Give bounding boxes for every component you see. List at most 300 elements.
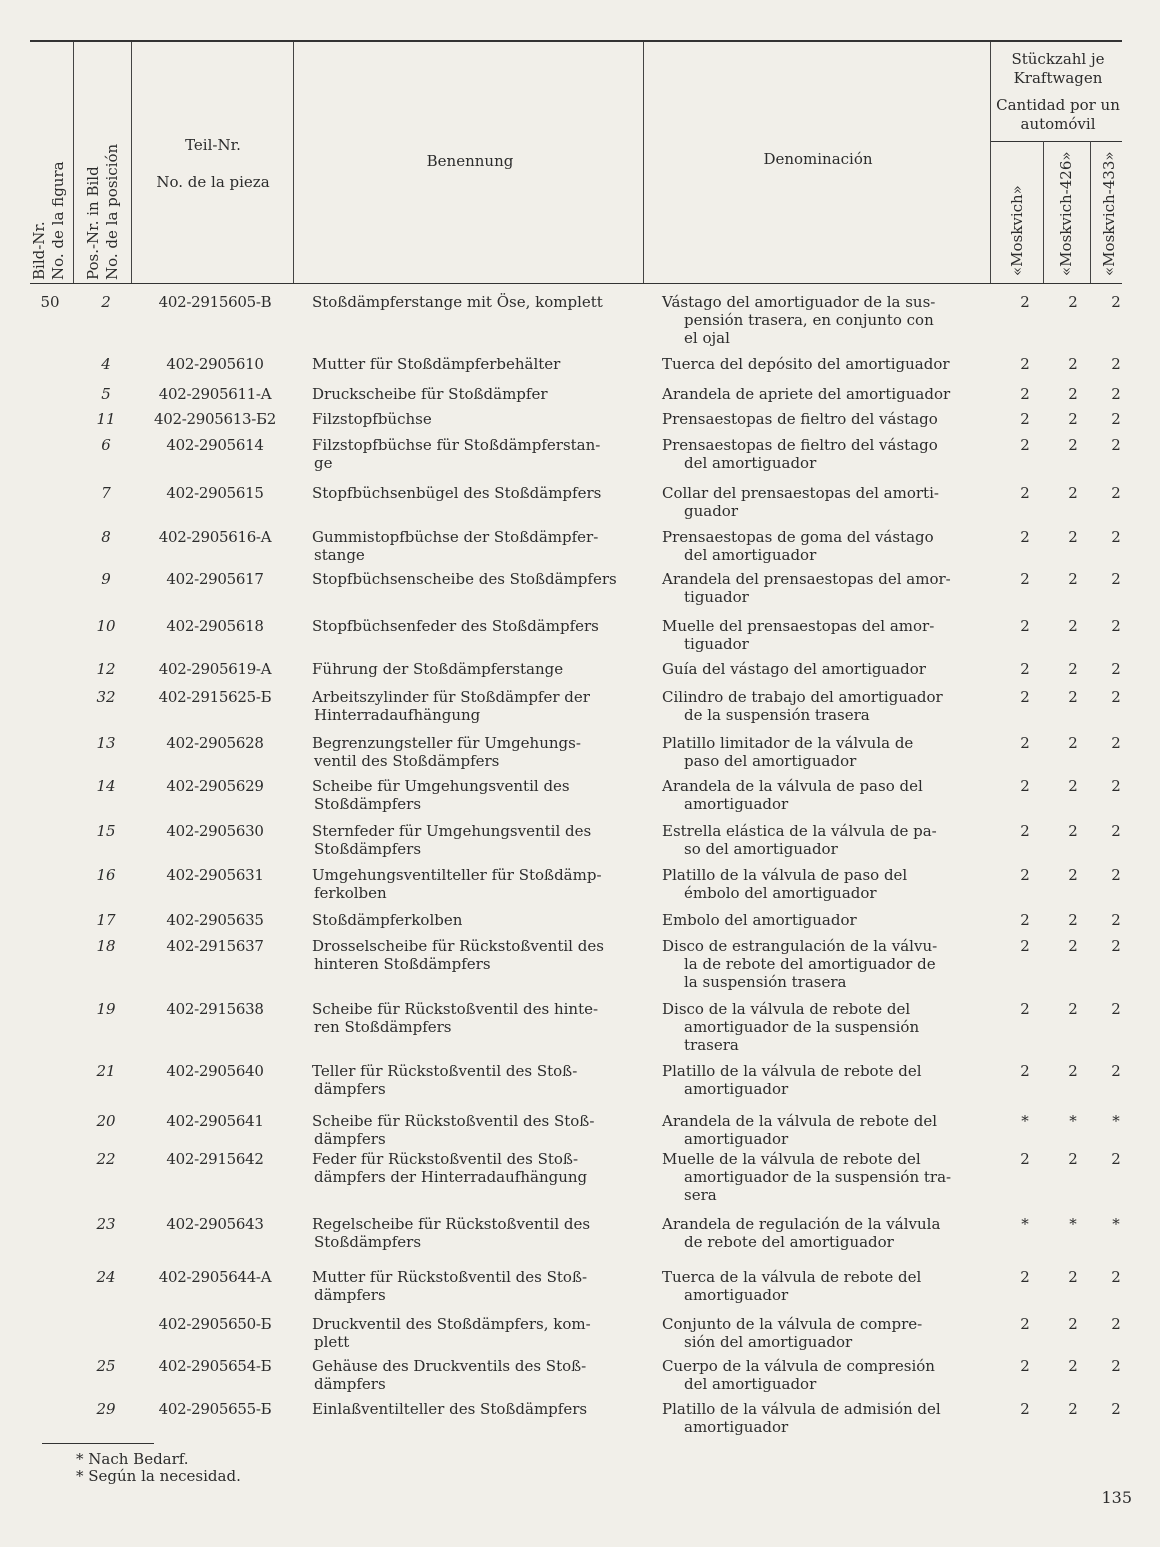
qty-moskvich-cell: 2 [1020,410,1030,428]
pos-no-cell: 12 [96,660,116,678]
name-de-cell [312,436,630,472]
part-no-cell: 402-2915605-B [158,293,272,311]
qty-moskvich-cell: 2 [1020,777,1030,795]
name-es-cell [662,410,980,428]
col-divider [131,42,132,283]
qty-moskvich-cell: 2 [1020,688,1030,706]
name-es-cell [662,1215,980,1251]
name-de-cell [312,293,630,311]
qty-moskvich-433-cell: 2 [1111,436,1121,454]
header-name-de: Benennung [426,152,514,170]
name-es-line: Platillo de la válvula de rebote del [662,1062,922,1080]
qty-moskvich-cell: 2 [1020,355,1030,373]
qty-moskvich-426-cell: * [1069,1112,1077,1130]
qty-moskvich-426-cell: 2 [1068,1150,1078,1168]
qty-moskvich-433-cell: 2 [1111,355,1121,373]
footnote-es: * Según la necesidad. [76,1467,241,1485]
name-de-line: Mutter für Rückstoßventil des Stoß- [312,1268,588,1286]
name-de-line: Filzstopfbüchse [312,410,432,428]
name-de-line: Führung der Stoßdämpferstange [312,660,564,678]
name-es-line: Prensaestopas de goma del vástago [662,528,934,546]
part-no-cell: 402-2905618 [166,617,264,635]
qty-moskvich-433-cell: 2 [1111,1150,1121,1168]
name-de-cell [312,528,630,564]
part-no-cell: 402-2905635 [166,911,264,929]
qty-moskvich-426-cell: 2 [1068,1400,1078,1418]
part-no-cell: 402-2905631 [166,866,264,884]
name-de-cell [312,484,630,502]
name-es-line: so del amortiguador [684,840,838,858]
name-de-line: dämpfers [314,1375,386,1393]
pos-no-cell: 9 [101,570,111,588]
name-es-line: Arandela de la válvula de rebote del [662,1112,938,1130]
name-es-line: Estrella elástica de la válvula de pa- [662,822,937,840]
pos-no-cell: 8 [101,528,111,546]
name-de-cell [312,1062,630,1098]
part-no-cell: 402-2905610 [166,355,264,373]
pos-no-cell: 4 [101,355,111,373]
pos-no-cell: 19 [96,1000,116,1018]
name-es-cell [662,385,980,403]
name-es-cell [662,617,980,653]
name-de-line: Stoßdämpferstange mit Öse, komplett [312,293,603,311]
qty-moskvich-cell: 2 [1020,866,1030,884]
qty-moskvich-426-cell: 2 [1068,293,1078,311]
name-es-line: tiguador [684,635,749,653]
name-de-cell [312,1357,630,1393]
qty-moskvich-cell: 2 [1020,1268,1030,1286]
name-es-line: sera [684,1186,717,1204]
name-es-cell [662,660,980,678]
qty-moskvich-433-cell: 2 [1111,1400,1121,1418]
pos-no-cell: 11 [96,410,116,428]
name-de-line: dämpfers [314,1080,386,1098]
qty-moskvich-426-cell: 2 [1068,688,1078,706]
pos-no-cell: 22 [96,1150,116,1168]
qty-moskvich-433-cell: 2 [1111,293,1121,311]
name-es-line: la de rebote del amortiguador de [684,955,936,973]
pos-no-cell: 21 [96,1062,116,1080]
name-es-line: sión del amortiguador [684,1333,853,1351]
col-divider [293,42,294,283]
qty-moskvich-cell: 2 [1020,734,1030,752]
name-de-cell [312,660,630,678]
name-de-line: stange [314,546,365,564]
name-es-line: paso del amortiguador [684,752,857,770]
pos-no-cell: 14 [96,777,116,795]
page-number: 135 [1101,1488,1132,1507]
qty-moskvich-433-cell: 2 [1111,1062,1121,1080]
qty-moskvich-cell: 2 [1020,484,1030,502]
name-de-line: Einlaßventilteller des Stoßdämpfers [312,1400,588,1418]
name-de-cell [312,866,630,902]
pos-no-cell: 15 [96,822,116,840]
name-de-cell [312,911,630,929]
qty-moskvich-cell: 2 [1020,385,1030,403]
pos-no-cell: 16 [96,866,116,884]
part-no-cell: 402-2905644-A [158,1268,272,1286]
name-es-line: de rebote del amortiguador [684,1233,894,1251]
part-no-cell: 402-2905629 [166,777,264,795]
part-no-cell: 402-2905630 [166,822,264,840]
header-qty-es: Cantidad por un automóvil [996,96,1120,133]
qty-moskvich-cell: 2 [1020,570,1030,588]
qty-moskvich-426-cell: 2 [1068,1062,1078,1080]
name-de-cell [312,385,630,403]
qty-moskvich-433-cell: 2 [1111,937,1121,955]
qty-moskvich-433-cell: 2 [1111,617,1121,635]
name-es-cell [662,1315,980,1351]
name-es-line: émbolo del amortiguador [684,884,877,902]
name-de-cell [312,1150,630,1186]
name-es-line: Tuerca de la válvula de rebote del [662,1268,922,1286]
name-de-line: Gummistopfbüchse der Stoßdämpfer- [312,528,599,546]
qty-moskvich-426-cell: 2 [1068,660,1078,678]
name-es-line: amortiguador [684,795,789,813]
qty-moskvich-426-cell: 2 [1068,484,1078,502]
footnote-rule [42,1443,154,1444]
name-es-line: Arandela de apriete del amortiguador [662,385,951,403]
name-es-line: de la suspensión trasera [684,706,870,724]
qty-moskvich-433-cell: 2 [1111,911,1121,929]
qty-moskvich-433-cell: 2 [1111,777,1121,795]
part-no-cell: 402-2905641 [166,1112,264,1130]
qty-moskvich-433-cell: * [1112,1215,1120,1233]
name-de-cell [312,1400,630,1418]
name-es-cell [662,1357,980,1393]
col-divider [73,42,74,283]
name-es-cell [662,688,980,724]
name-es-line: amortiguador [684,1418,789,1436]
name-es-line: del amortiguador [684,454,817,472]
part-no-cell: 402-2915642 [166,1150,264,1168]
name-de-line: ventil des Stoßdämpfers [314,752,500,770]
name-es-line: Muelle del prensaestopas del amor- [662,617,935,635]
name-de-line: Mutter für Stoßdämpferbehälter [312,355,561,373]
name-de-cell [312,570,630,588]
name-de-cell [312,1215,630,1251]
qty-moskvich-cell: 2 [1020,436,1030,454]
pos-no-cell: 10 [96,617,116,635]
part-no-cell: 402-2915637 [166,937,264,955]
qty-moskvich-cell: 2 [1020,1062,1030,1080]
name-es-line: Conjunto de la válvula de compre- [662,1315,923,1333]
pos-no-cell: 13 [96,734,116,752]
name-de-cell [312,410,630,428]
name-es-cell [662,911,980,929]
name-es-cell [662,1268,980,1304]
name-de-line: Stoßdämpfers [314,840,422,858]
name-es-cell [662,1150,980,1204]
name-de-line: Stoßdämpferkolben [312,911,463,929]
name-es-cell [662,1400,980,1436]
qty-moskvich-cell: 2 [1020,1357,1030,1375]
name-de-cell [312,617,630,635]
pos-no-cell: 18 [96,937,116,955]
qty-header-divider [990,141,1122,142]
part-no-cell: 402-2905616-A [158,528,272,546]
qty-moskvich-433-cell: 2 [1111,570,1121,588]
name-es-line: amortiguador [684,1130,789,1148]
name-de-line: hinteren Stoßdämpfers [314,955,491,973]
name-es-line: Guía del vástago del amortiguador [662,660,926,678]
qty-moskvich-426-cell: 2 [1068,866,1078,884]
header-pos-no-es: No. de la posición [103,143,121,280]
qty-moskvich-426-cell: 2 [1068,911,1078,929]
qty-moskvich-433-cell: 2 [1111,1357,1121,1375]
pos-no-cell: 6 [101,436,111,454]
header-name-es: Denominación [763,150,873,168]
part-no-cell: 402-2915625-Б [158,688,272,706]
pos-no-cell: 20 [96,1112,116,1130]
col-divider [1090,141,1091,283]
qty-moskvich-426-cell: 2 [1068,1357,1078,1375]
part-no-cell: 402-2915638 [166,1000,264,1018]
header-part-no-es: No. de la pieza [156,173,270,191]
qty-moskvich-cell: * [1021,1215,1029,1233]
name-es-line: Tuerca del depósito del amortiguador [662,355,950,373]
name-es-line: amortiguador de la suspensión tra- [684,1168,952,1186]
name-de-cell [312,1268,630,1304]
name-es-cell [662,293,980,347]
name-de-line: Drosselscheibe für Rückstoßventil des [312,937,604,955]
col-divider [990,42,991,283]
header-fig-no-de: Bild-Nr. [30,221,48,280]
pos-no-cell: 29 [96,1400,116,1418]
name-de-cell [312,1315,630,1351]
name-es-line: Prensaestopas de fieltro del vástago [662,436,938,454]
part-no-cell: 402-2905615 [166,484,264,502]
qty-moskvich-426-cell: 2 [1068,937,1078,955]
name-de-line: Scheibe für Rückstoßventil des hinte- [312,1000,599,1018]
pos-no-cell: 17 [96,911,116,929]
qty-moskvich-426-cell: 2 [1068,822,1078,840]
fig-no-cell: 50 [40,293,60,311]
header-bottom-rule [30,283,1122,284]
name-es-line: tiguador [684,588,749,606]
pos-no-cell: 5 [101,385,111,403]
part-no-cell: 402-2905628 [166,734,264,752]
name-de-line: Regelscheibe für Rückstoßventil des [312,1215,591,1233]
qty-moskvich-433-cell: * [1112,1112,1120,1130]
qty-moskvich-426-cell: 2 [1068,355,1078,373]
name-de-line: Stoßdämpfers [314,795,422,813]
header-model-1: «Moskvich» [1008,185,1026,276]
name-de-line: Druckscheibe für Stoßdämpfer [312,385,548,403]
name-de-line: Arbeitszylinder für Stoßdämpfer der [312,688,590,706]
header-fig-no-es: No. de la figura [49,161,67,280]
part-no-cell: 402-2905643 [166,1215,264,1233]
qty-moskvich-cell: 2 [1020,1400,1030,1418]
name-es-line: Disco de estrangulación de la válvu- [662,937,938,955]
name-de-line: Scheibe für Rückstoßventil des Stoß- [312,1112,595,1130]
name-es-cell [662,1000,980,1054]
qty-moskvich-426-cell: 2 [1068,617,1078,635]
qty-moskvich-433-cell: 2 [1111,688,1121,706]
name-es-line: del amortiguador [684,546,817,564]
qty-moskvich-433-cell: 2 [1111,1000,1121,1018]
name-de-line: Hinterradaufhängung [314,706,481,724]
qty-moskvich-433-cell: 2 [1111,484,1121,502]
header-part-no-de: Teil-Nr. [185,136,241,154]
name-es-line: amortiguador de la suspensión [684,1018,920,1036]
name-es-line: Arandela de regulación de la válvula [662,1215,941,1233]
qty-moskvich-cell: 2 [1020,822,1030,840]
name-es-cell [662,866,980,902]
qty-moskvich-426-cell: * [1069,1215,1077,1233]
header-model-3: «Moskvich-433» [1100,151,1118,276]
name-de-cell [312,688,630,724]
name-es-cell [662,528,980,564]
name-de-line: Stopfbüchsenscheibe des Stoßdämpfers [312,570,617,588]
qty-moskvich-cell: 2 [1020,1000,1030,1018]
header-pos-no-de: Pos.-Nr. in Bild [84,166,102,280]
name-es-line: Collar del prensaestopas del amorti- [662,484,939,502]
col-divider [1043,141,1044,283]
header-model-2: «Moskvich-426» [1057,151,1075,276]
name-es-line: Arandela del prensaestopas del amor- [662,570,951,588]
name-de-line: Filzstopfbüchse für Stoßdämpferstan- [312,436,601,454]
name-es-cell [662,484,980,520]
name-es-line: pensión trasera, en conjunto con [684,311,934,329]
name-de-line: Sternfeder für Umgehungsventil des [312,822,592,840]
qty-moskvich-cell: 2 [1020,660,1030,678]
qty-moskvich-426-cell: 2 [1068,570,1078,588]
qty-moskvich-433-cell: 2 [1111,866,1121,884]
name-es-line: Cilindro de trabajo del amortiguador [662,688,943,706]
part-no-cell: 402-2905617 [166,570,264,588]
name-es-line: el ojal [684,329,730,347]
name-de-cell [312,822,630,858]
qty-moskvich-433-cell: 2 [1111,822,1121,840]
qty-moskvich-426-cell: 2 [1068,528,1078,546]
qty-moskvich-cell: 2 [1020,528,1030,546]
qty-moskvich-426-cell: 2 [1068,777,1078,795]
qty-moskvich-433-cell: 2 [1111,528,1121,546]
name-es-line: la suspensión trasera [684,973,847,991]
pos-no-cell: 25 [96,1357,116,1375]
part-no-cell: 402-2905614 [166,436,264,454]
qty-moskvich-cell: 2 [1020,937,1030,955]
pos-no-cell: 24 [96,1268,116,1286]
qty-moskvich-426-cell: 2 [1068,436,1078,454]
pos-no-cell: 23 [96,1215,116,1233]
name-es-cell [662,570,980,606]
name-de-cell [312,1000,630,1036]
name-de-cell [312,355,630,373]
part-no-cell: 402-2905619-A [158,660,272,678]
footnote-de: * Nach Bedarf. [76,1450,189,1468]
qty-moskvich-426-cell: 2 [1068,385,1078,403]
part-no-cell: 402-2905650-Б [158,1315,272,1333]
qty-moskvich-433-cell: 2 [1111,734,1121,752]
name-es-line: guador [684,502,739,520]
qty-moskvich-433-cell: 2 [1111,385,1121,403]
qty-moskvich-cell: 2 [1020,911,1030,929]
name-es-line: Platillo limitador de la válvula de [662,734,914,752]
name-de-line: Teller für Rückstoßventil des Stoß- [312,1062,578,1080]
name-de-line: dämpfers [314,1130,386,1148]
name-de-line: Stopfbüchsenfeder des Stoßdämpfers [312,617,599,635]
name-de-line: Gehäuse des Druckventils des Stoß- [312,1357,587,1375]
qty-moskvich-426-cell: 2 [1068,734,1078,752]
name-de-cell [312,734,630,770]
name-de-cell [312,1112,630,1148]
qty-moskvich-426-cell: 2 [1068,1000,1078,1018]
name-es-cell [662,937,980,991]
qty-moskvich-433-cell: 2 [1111,1268,1121,1286]
name-es-cell [662,1112,980,1148]
name-de-line: Begrenzungsteller für Umgehungs- [312,734,581,752]
name-de-line: dämpfers [314,1286,386,1304]
name-de-line: Stoßdämpfers [314,1233,422,1251]
name-de-line: ferkolben [314,884,387,902]
qty-moskvich-433-cell: 2 [1111,660,1121,678]
name-es-cell [662,1062,980,1098]
name-de-line: Stopfbüchsenbügel des Stoßdämpfers [312,484,602,502]
name-de-line: Druckventil des Stoßdämpfers, kom- [312,1315,591,1333]
col-divider [643,42,644,283]
qty-moskvich-426-cell: 2 [1068,1268,1078,1286]
qty-moskvich-cell: * [1021,1112,1029,1130]
name-es-line: Disco de la válvula de rebote del [662,1000,911,1018]
name-es-cell [662,822,980,858]
name-es-line: amortiguador [684,1286,789,1304]
qty-moskvich-433-cell: 2 [1111,410,1121,428]
name-de-line: Umgehungsventilteller für Stoßdämp- [312,866,602,884]
qty-moskvich-cell: 2 [1020,617,1030,635]
name-es-line: Platillo de la válvula de admisión del [662,1400,941,1418]
qty-moskvich-426-cell: 2 [1068,410,1078,428]
qty-moskvich-cell: 2 [1020,1150,1030,1168]
name-de-cell [312,777,630,813]
name-de-line: Scheibe für Umgehungsventil des [312,777,570,795]
part-no-cell: 402-2905655-Б [158,1400,272,1418]
name-es-cell [662,734,980,770]
name-de-line: plett [314,1333,350,1351]
name-de-line: Feder für Rückstoßventil des Stoß- [312,1150,579,1168]
part-no-cell: 402-2905611-A [158,385,272,403]
name-es-line: Arandela de la válvula de paso del [662,777,923,795]
name-es-line: Platillo de la válvula de paso del [662,866,908,884]
name-es-line: del amortiguador [684,1375,817,1393]
header-part-no [134,136,292,192]
name-es-line: trasera [684,1036,739,1054]
pos-no-cell: 32 [96,688,116,706]
name-es-line: amortiguador [684,1080,789,1098]
name-es-cell [662,355,980,373]
name-es-line: Muelle de la válvula de rebote del [662,1150,921,1168]
qty-moskvich-433-cell: 2 [1111,1315,1121,1333]
name-es-line: Embolo del amortiguador [662,911,857,929]
name-es-line: Vástago del amortiguador de la sus- [662,293,936,311]
name-es-cell [662,777,980,813]
header-pos-no [84,120,122,280]
name-de-cell [312,937,630,973]
part-no-cell: 402-2905640 [166,1062,264,1080]
header-qty-de: Stückzahl je Kraftwagen [1011,50,1105,87]
table-top-rule [30,40,1122,42]
name-de-line: ren Stoßdämpfers [314,1018,452,1036]
qty-moskvich-426-cell: 2 [1068,1315,1078,1333]
name-de-line: dämpfers der Hinterradaufhängung [314,1168,588,1186]
name-es-line: Prensaestopas de fieltro del vástago [662,410,938,428]
name-es-cell [662,436,980,472]
pos-no-cell: 7 [101,484,111,502]
header-fig-no [30,161,68,280]
part-no-cell: 402-2905654-Б [158,1357,272,1375]
qty-moskvich-cell: 2 [1020,1315,1030,1333]
